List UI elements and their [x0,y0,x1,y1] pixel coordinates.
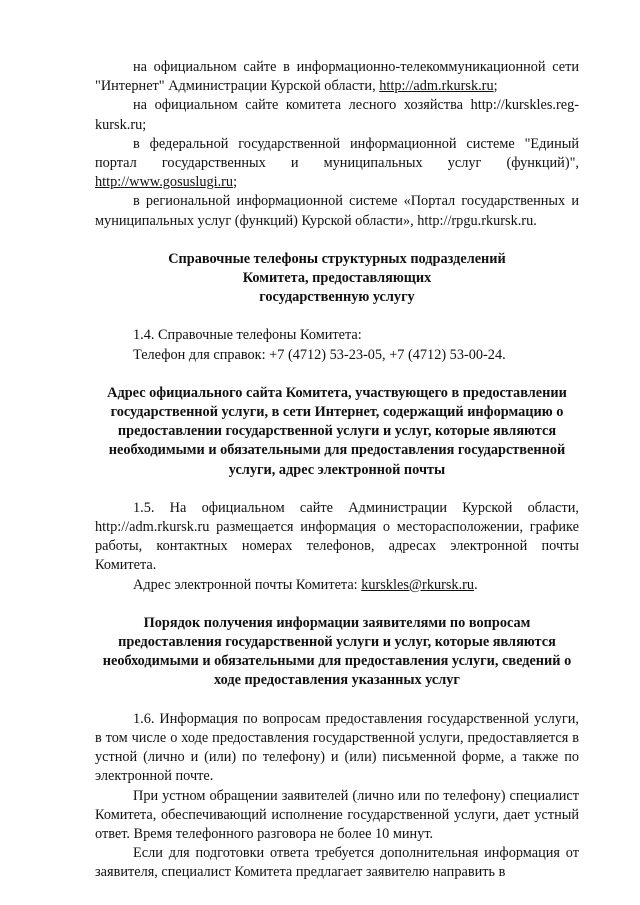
paragraph-email [95,576,579,595]
paragraph-oral-request: При устном обращении заявителей (лично или по телефону) специалист Комитета, обеспечивающий исполнение государственной услуги, дает устный ответ. Время телефонного разговора не более 10 минут. [95,787,579,842]
paragraph-1-6: 1.6. Информация по вопросам предоставления государственной услуги, в том числе о ходе предоставления государственной услуги, предоставляется в устной (лично и (или) по телефону) и (или) письменной форме, а также по электронной почте. [95,710,579,785]
email-text: . [474,576,478,593]
paragraph-1-4: 1.4. Справочные телефоны Комитета: [133,327,362,344]
heading-line: Справочные телефоны структурных подразделений [168,250,506,267]
spacer [95,595,579,614]
intro-text: ; [233,174,238,191]
email-label: Адрес электронной почты Комитета: [133,576,362,593]
gosuslugi-link[interactable]: http://www.gosuslugi.ru [95,174,234,191]
section-heading-procedure: Порядок получения информации заявителями по вопросам предоставления государственной услуги и услуг, которые являются необходимыми и обязательными для предоставления услуги, сведений о ходе предоставления указанных услуг [102,614,572,689]
heading-line: государственную услугу [259,289,415,306]
section-heading-phones [95,250,579,308]
spacer [95,231,579,250]
intro-text: в федеральной государственной информационной системе "Единый портал государственных и муниципальных услуг (функций)", [95,135,579,172]
email-link[interactable]: kurskles@rkursk.ru [361,576,475,593]
adm-site-link[interactable]: http://adm.rkursk.ru [379,78,494,95]
intro-paragraph-kurskles-site: на официальном сайте комитета лесного хозяйства http://kurskles.reg-kursk.ru; [95,97,579,133]
intro-paragraph-adm-site [95,58,579,96]
spacer [95,365,579,384]
section-heading-website: Адрес официального сайта Комитета, участвующего в предоставлении государственной услуги, в сети Интернет, содержащий информацию о предоставлении государственной услуги и услуг, которые являются необходимыми и обязательными для предоставления государственной услуги, адрес электронной почты [107,384,567,478]
document-page [95,58,579,883]
paragraph-phone-numbers: Телефон для справок: +7 (4712) 53-23-05, +7 (4712) 53-00-24. [133,346,506,363]
intro-text: ; [493,78,498,95]
intro-paragraph-rpgu: в региональной информационной системе «Портал государственных и муниципальных услуг (функций) Курской области», http://rpgu.rkursk.ru. [95,193,579,229]
heading-line: Комитета, предоставляющих [242,270,432,287]
spacer [95,691,579,710]
paragraph-additional-info: Если для подготовки ответа требуется дополнительная информация от заявителя, специалист Комитета предлагает заявителю направить в [95,845,579,881]
spacer [95,480,579,499]
intro-text: на официальном сайте в информационно-телекоммуникационной сети "Интернет" Администрации Курской области, [95,59,579,95]
paragraph-1-5: 1.5. На официальном сайте Администрации Курской области, http://adm.rkursk.ru размещается информация о месторасположении, графике работы, контактных номерах телефонов, адресах электронной почты Комитета. [95,499,579,574]
spacer [95,307,579,326]
intro-paragraph-gosuslugi [95,135,579,193]
